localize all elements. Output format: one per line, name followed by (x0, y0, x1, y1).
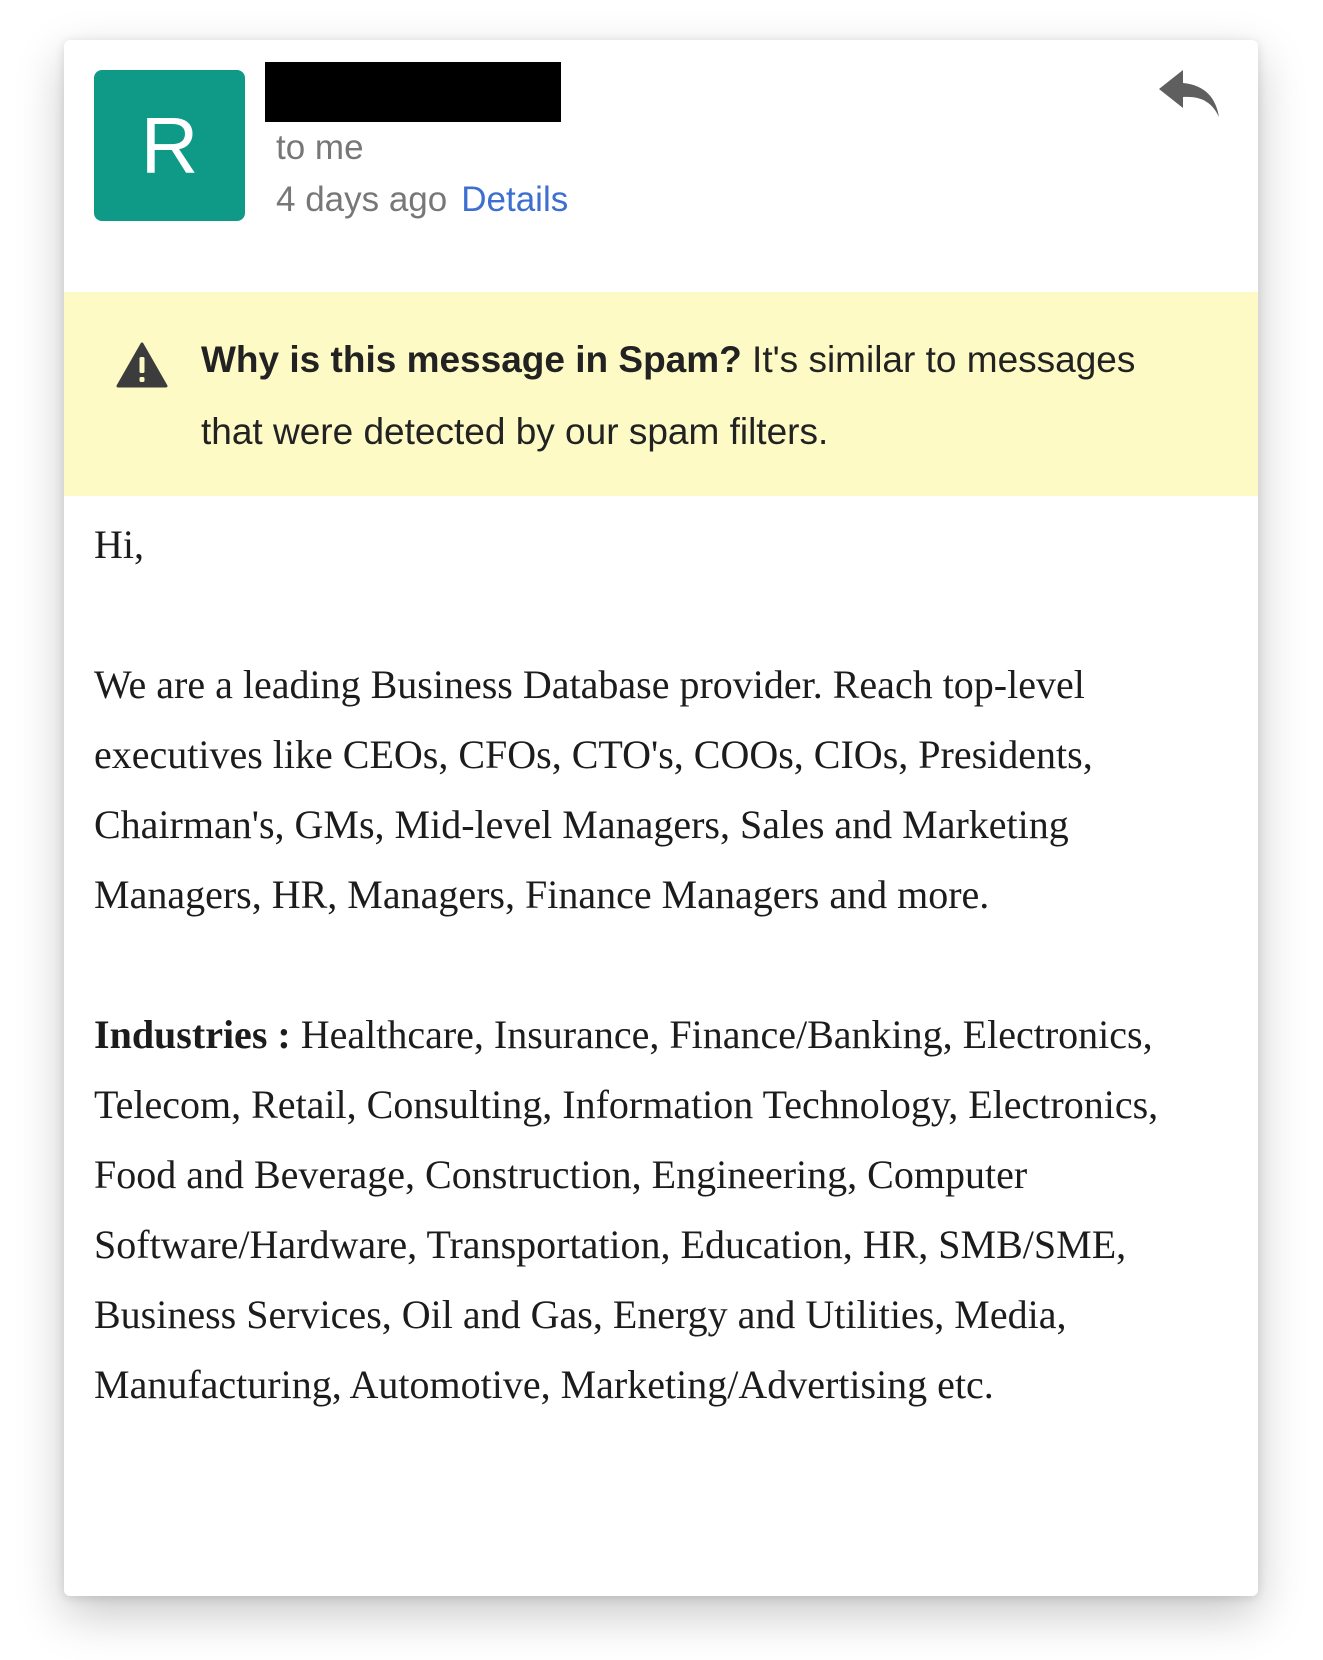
sender-name-redacted (265, 62, 561, 122)
spam-notice-title: Why is this message in Spam? (201, 339, 742, 380)
message-body (94, 510, 1234, 1420)
reply-icon[interactable] (1156, 68, 1222, 120)
spam-notice-explanation: It's similar to messages that were detected by our spam filters. (201, 339, 1136, 452)
recipient-label: to me (276, 128, 364, 167)
message-time: 4 days ago (276, 180, 448, 219)
details-link[interactable]: Details (461, 180, 569, 219)
email-card (64, 40, 1258, 1596)
industries-paragraph (94, 1000, 1234, 1420)
industries-label: Industries : (94, 1012, 291, 1057)
spam-notice-text (201, 324, 1201, 468)
message-meta (276, 180, 568, 220)
warning-icon (116, 342, 168, 388)
greeting: Hi, (94, 522, 144, 567)
intro-paragraph: We are a leading Business Database provider. Reach top-level executives like CEOs, CFOs, CTO's, COOs, CIOs, Presidents, Chairman's, GMs, Mid-level Managers, Sales and Marketing Managers, HR, Managers, Finance Managers and more. (94, 662, 1093, 917)
spam-warning-banner (64, 292, 1258, 496)
industries-list: Healthcare, Insurance, Finance/Banking, Electronics, Telecom, Retail, Consulting, Information Technology, Electronics, Food and Beverage, Construction, Engineering, Computer Software/Hardware, Transportation, Education, HR, SMB/SME, Business Services, Oil and Gas, Energy and Utilities, Media, Manufacturing, Automotive, Marketing/Advertising etc. (94, 1012, 1159, 1407)
sender-avatar: R (94, 70, 245, 221)
